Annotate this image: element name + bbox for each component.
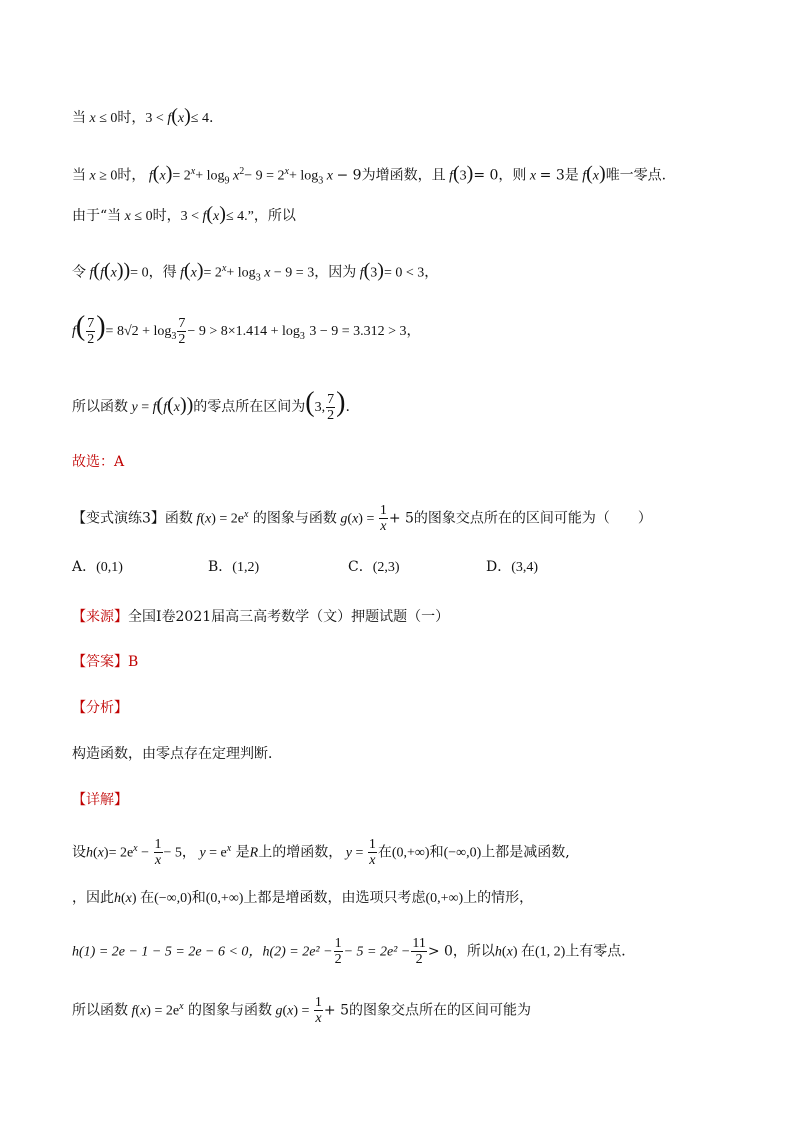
option-d: D．(3,4) [486, 559, 539, 575]
problem-statement: 【变式演练3】函数 $f(x) = 2e^x$ 的图象与函数 g(x) = $\frac{1}{x}$ + 5的图象交点所在的区间可能为（ ） [72, 503, 652, 535]
fraction-7-2: $\frac{7}{2}$ [87, 315, 95, 347]
line-let: 令 f(f(x))= 0，得 $f(x)= 2^x+ \log_3 x - 9 = 3$，因为 f(3)= 0 < 3， [72, 259, 439, 284]
detail-line-1: 设$h(x)= 2e^x$ − $\frac{1}{x}$ − 5， $y = e^x$ 是R上的增函数， y = $\frac{1}{x}$ 在(0,+∞)和(−∞,0)上都是减函数, [72, 837, 570, 869]
detail-line-4: 所以函数 $f(x) = 2e^x$ 的图象与函数 g(x) = $\frac{1}{x}$ + 5的图象交点所在的区间可能为 [72, 995, 532, 1027]
option-c: C．(2,3) [348, 559, 400, 575]
analysis-tag: 【分析】 [72, 700, 128, 716]
detail-tag: 【详解】 [72, 792, 128, 808]
source-line: 【来源】全国Ⅰ卷2021届高三高考数学（文）押题试题（一） [72, 609, 450, 625]
line-since: 由于“当 x ≤ 0时，3 < f(x)≤ 4.”，所以 [72, 203, 296, 225]
line-f-7-2: f( $\frac{7}{2}$ )= $8√2 + \log_3$ $\frac{7}{2}$ − $9 > 8\times 1.414 + \log_3 3 - 9 = 3.312 > 3$， [72, 311, 421, 347]
detail-line-3: h(1) = 2e − 1 − 5 = 2e − 6 < 0，h(2) = 2e² − $\frac{1}{2}$ − 5 = 2e² − $\frac{11}{2}$ > 0，所以h(x) 在(1, 2)上有零点． [72, 936, 636, 967]
line-x-ge-0: 当 x ≥ 0时， $f(x)= 2^x+ \log_9 x^2- 9 = 2^x+ \log_3 x - 9$为增函数，且 f(3)= 0，则 x = 3是 f(x)唯一零点. [72, 162, 667, 187]
analysis-text: 构造函数，由零点存在定理判断． [72, 746, 282, 762]
source-tag: 【来源】 [72, 609, 128, 625]
detail-line-2: ，因此h(x) 在(−∞,0)和(0,+∞)上都是增函数，由选项只考虑(0,+∞)上的情形， [72, 890, 534, 906]
option-b: B．(1,2) [208, 559, 260, 575]
line-zero-interval: 所以函数 y = f(f(x))的零点所在区间为(3, $\frac{7}{2}$ ). [72, 387, 350, 423]
choice-answer: 故选：A [72, 454, 125, 470]
answer-line: 【答案】B [72, 654, 139, 670]
line-x-le-0: 当 x ≤ 0时，3 < f(x)≤ 4. [72, 105, 214, 127]
option-a: A．(0,1) [72, 559, 123, 575]
